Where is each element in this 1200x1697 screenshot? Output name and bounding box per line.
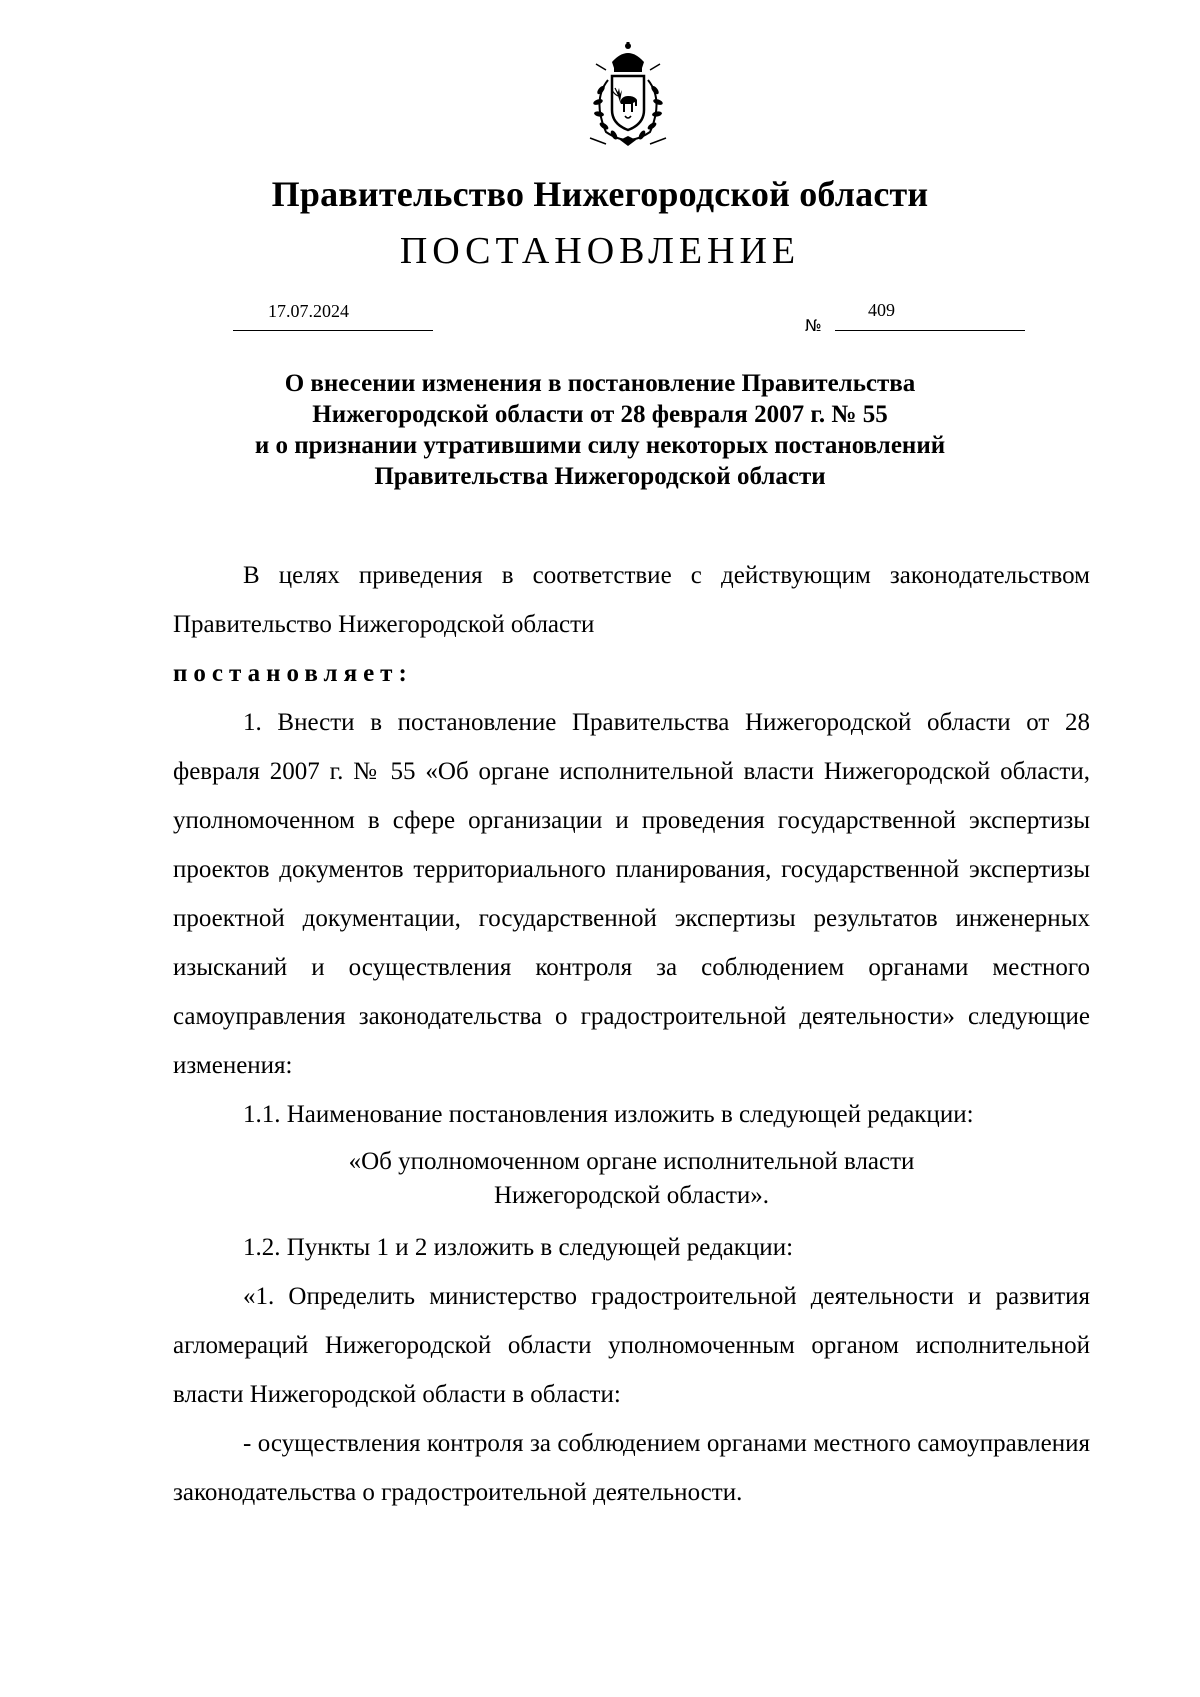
document-date: 17.07.2024 bbox=[268, 301, 349, 321]
paragraph-1: 1. Внести в постановление Правительства Нижегородской области от 28 февраля 2007 г. № 55 «Об органе исполнительной власти Нижегородской области, уполномоченном в сфере организации и проведения государственной экспертизы проектов документов территориального планирования, государственной экспертизы проектной документации, государственной экспертизы результатов инженерных изысканий и осуществления контроля за соблюдением органами местного самоуправления законодательства о градостроительной деятельности» следующие изменения: bbox=[173, 709, 1090, 1079]
document-number: 409 bbox=[868, 300, 895, 320]
number-underline bbox=[835, 330, 1025, 331]
paragraph-1-2: 1.2. Пункты 1 и 2 изложить в следующей редакции: bbox=[243, 1234, 794, 1261]
document-body bbox=[173, 551, 1090, 1517]
intro-paragraph bbox=[173, 551, 1090, 649]
number-sign: № bbox=[805, 316, 822, 335]
decree-word: постановляет: bbox=[173, 660, 413, 687]
document-type: ПОСТАНОВЛЕНИЕ bbox=[399, 230, 801, 272]
quote-line: Нижегородской области». bbox=[493, 1182, 770, 1209]
decree-paragraph bbox=[173, 649, 1090, 698]
document-date-field bbox=[233, 300, 433, 331]
subject-line: и о признании утратившими силу некоторых постановлений bbox=[254, 432, 946, 459]
intro-text: В целях приведения в соответствие с действующим законодательством Правительство Нижегородской области bbox=[173, 562, 1090, 638]
subject-line: Нижегородской области от 28 февраля 2007 г. № 55 bbox=[312, 401, 888, 428]
coat-of-arms-emblem-icon bbox=[568, 40, 688, 150]
document-subject bbox=[0, 368, 1200, 492]
government-title: Правительство Нижегородской области bbox=[271, 174, 929, 214]
paragraph-1-1: 1.1. Наименование постановления изложить в следующей редакции: bbox=[243, 1101, 974, 1128]
date-underline bbox=[233, 322, 433, 331]
subject-line: О внесении изменения в постановление Правительства bbox=[284, 370, 916, 397]
quote-line: «Об уполномоченном органе исполнительной власти bbox=[348, 1148, 915, 1175]
paragraph-define: «1. Определить министерство градостроительной деятельности и развития агломераций Нижегородской области уполномоченным органом исполнительной власти Нижегородской области в области: bbox=[173, 1283, 1090, 1408]
paragraph-dash-item: - осуществления контроля за соблюдением органами местного самоуправления законодательства о градостроительной деятельности. bbox=[173, 1430, 1090, 1506]
subject-line: Правительства Нижегородской области bbox=[374, 463, 826, 490]
new-title-quote bbox=[173, 1145, 1090, 1213]
